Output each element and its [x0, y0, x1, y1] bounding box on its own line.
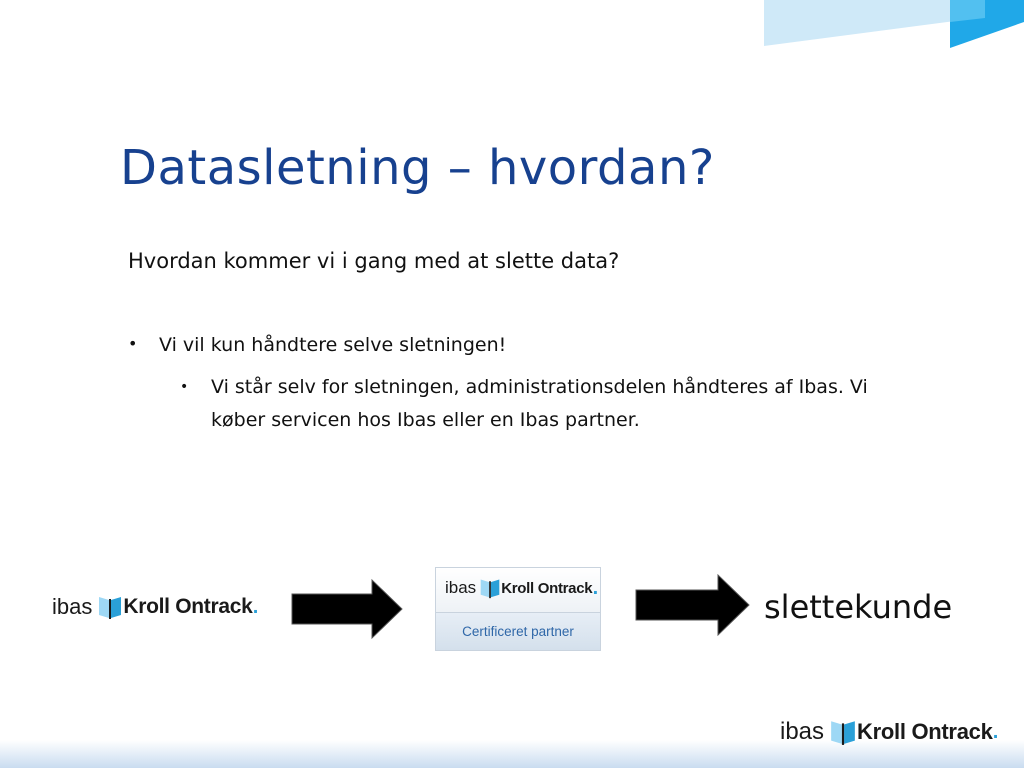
logo-ibas-text: ibas: [445, 578, 477, 597]
logo-kroll-text: Kroll Ontrack: [857, 719, 993, 744]
book-icon: [97, 594, 123, 620]
logo-kroll-text: Kroll Ontrack: [501, 579, 593, 597]
partner-label: Certificeret partner: [436, 613, 600, 650]
target-label: slettekunde: [764, 588, 953, 626]
book-icon: [829, 718, 857, 746]
logo-ibas-text: ibas: [780, 718, 825, 745]
slide-title: Datasletning – hvordan?: [120, 140, 715, 196]
top-decoration: [0, 0, 1024, 60]
logo-kroll-text: Kroll Ontrack: [123, 595, 253, 618]
logo-dot: .: [252, 597, 259, 617]
bullet-text: Vi står selv for sletningen, administrationsdelen håndteres af Ibas. Vi køber servicen hos Ibas eller en Ibas partner.: [211, 376, 868, 431]
logo-dot: .: [992, 722, 999, 742]
partner-badge-header: [436, 568, 600, 613]
ibas-kroll-ontrack-logo: [52, 592, 259, 622]
arrow-right-icon: [634, 573, 752, 637]
footer-logo: [780, 717, 999, 747]
bullet-text: Vi vil kun håndtere selve sletningen!: [159, 334, 507, 356]
logo-dot: .: [592, 578, 599, 598]
arrow-right-icon: [290, 578, 405, 640]
slide-subtitle: Hvordan kommer vi i gang med at slette data?: [128, 249, 620, 273]
partner-logo: [445, 577, 598, 599]
bullet-marker: •: [180, 379, 189, 395]
logo-ibas-text: ibas: [52, 594, 93, 619]
book-icon: [479, 577, 501, 599]
certified-partner-badge: [435, 567, 601, 651]
bullet-marker: •: [128, 334, 138, 353]
